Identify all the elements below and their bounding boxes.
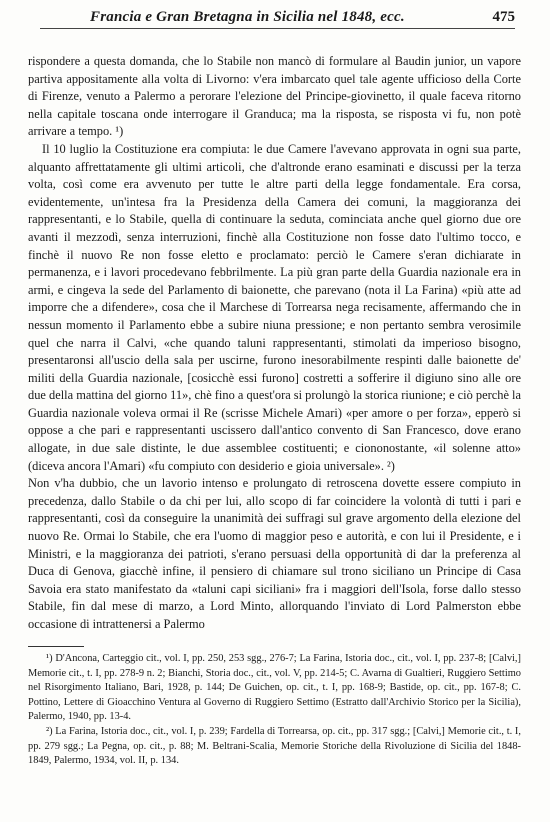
footnotes bbox=[28, 652, 521, 769]
main-text bbox=[28, 53, 521, 634]
paragraph-constitution: Il 10 luglio la Costituzione era compiuta: le due Camere l'avevano approvata in ogni sua parte, alquanto affrettatamente gli ultimi articoli, che d'altronde erano esaminati e discussi per la terza volta, così come era avvenuto per tutte le altre parti della legge fondamentale. Era corsa, evidentemente, un'intesa fra la Presidenza della Camera dei comuni, la maggioranza dei rappresentanti, e lo Stabile, quella di continuare la seduta, cominciata anche quel giorno due ore avanti il mezzodì, senza interruzioni, finchè alla Costituzione non fosse dato l'ultimo tocco, e finchè il nuovo Re non fosse eletto e proclamato: perciò le Camere s'eran dichiarate in permanenza, e i lavori procedevano febbrilmente. La più gran parte della Guardia nazionale era in armi, e cingeva la sede del Parlamento di baionette, che parevano (nota il La Farina) «più atte ad imporre che a difendere», cosa che il Marchese di Torrearsa nega recisamente, affermando che in nessun momento il Parlamento ebbe a subire niuna pressione; e non pertanto sembra verosimile quel che narra il Calvi, «che quando taluni rappresentanti, stimolati da imperioso bisogno, presentaronsi all'uscio della sala per uscirne, furono inesorabilmente respinti dalle baionette de' militi della Guardia nazionale, [cosicchè essi furono] costretti a sofferire il digiuno sino alle ore due della mattina del giorno 11», chè fino a quest'ora si prolungò la storica riunione; e ciò perchè la Guardia nazionale voleva ormai il Re (scrisse Michele Amari) «per amore o per forza», epperò si oppose a che pari e rappresentanti uscissero dall'antico convento di San Francesco, dove erano allogate, in due sale distinte, le due assemblee costituenti; e ciononostante, «il solenne atto» (diceva ancora l'Amari) «fu compiuto con desiderio e gioia universale». ²) bbox=[28, 141, 521, 473]
footnote-2: ²) La Farina, Istoria doc., cit., vol. I, p. 239; Fardella di Torrearsa, op. cit., pp. 317 sgg.; [Calvi,] Memorie cit., t. I, pp. 279 sgg.; La Pegna, op. cit., p. 88; M. Beltrani-Scalia, Memorie Storiche della Rivoluzione di Sicilia del 1848-1849, Palermo, 1934, vol. II, p. 134. bbox=[28, 725, 521, 767]
running-title: Francia e Gran Bretagna in Sicilia nel 1848, ecc. bbox=[90, 9, 405, 25]
footnote-divider bbox=[28, 646, 84, 647]
footnote-1: ¹) D'Ancona, Carteggio cit., vol. I, pp. 250, 253 sgg., 276-7; La Farina, Istoria doc., cit., vol. I, pp. 237-8; [Calvi,] Memorie cit., t. I, pp. 278-9 n. 2; Bianchi, Storia doc., cit., vol. V, pp. 214-5; C. Avarna di Gualtieri, Ruggiero Settimo nel Risorgimento Italiano, Bari, 1928, p. 144; De Guichen, op. cit., t. I, pp. 168-9; Bastide, op. cit., pp. 167-8; C. Pottino, Lettere di Gioacchino Ventura al Governo di Ruggiero Settimo (Estratto dall'Archivio Storico per la Sicilia), Palermo, 1940, pp. 13-4. bbox=[28, 653, 521, 723]
paragraph-election: Non v'ha dubbio, che un lavorio intenso e prolungato di retroscena dovette essere compiuto in precedenza, dallo Stabile o da chi per lui, allo scopo di far coincidere la volontà di tutti i pari e rappresentanti, così da conseguire la unanimità dei suffragi sul grave argomento della elezione del nuovo Re. Ormai lo Stabile, che era l'uomo di maggior peso e autorità, e con lui il Presidente, e i Ministri, e la maggioranza dei patrioti, s'erano persuasi della opportunità di dar la preferenza al Duca di Genova, giacchè infine, il pensiero di chiamare sul trono siciliano un Principe di Casa Savoia era stato manifestato da «taluni capi siciliani» fra i maggiori dell'Isola, forse dallo stesso Stabile, fin dal mese di marzo, a Lord Minto, allorquando l'inviato di Lord Palmerston ebbe occasione di intrattenersi a Palermo bbox=[28, 476, 521, 631]
paragraph-continuation: rispondere a questa domanda, che lo Stabile non mancò di formulare al Baudin junior, un vapore partiva appositamente alla volta di Livorno: v'era imbarcato quel tale agente ufficioso della Corte di Firenze, venuto a Palermo a perorare l'elezione del Principe-giovinetto, il quale faceva ritorno nella capitale toscana onde interrogare il Granduca; ma la risposta, se risposta vi fu, non potè arrivare a tempo. ¹) bbox=[28, 54, 521, 139]
page-number: 475 bbox=[492, 9, 515, 25]
page-header bbox=[40, 8, 515, 29]
